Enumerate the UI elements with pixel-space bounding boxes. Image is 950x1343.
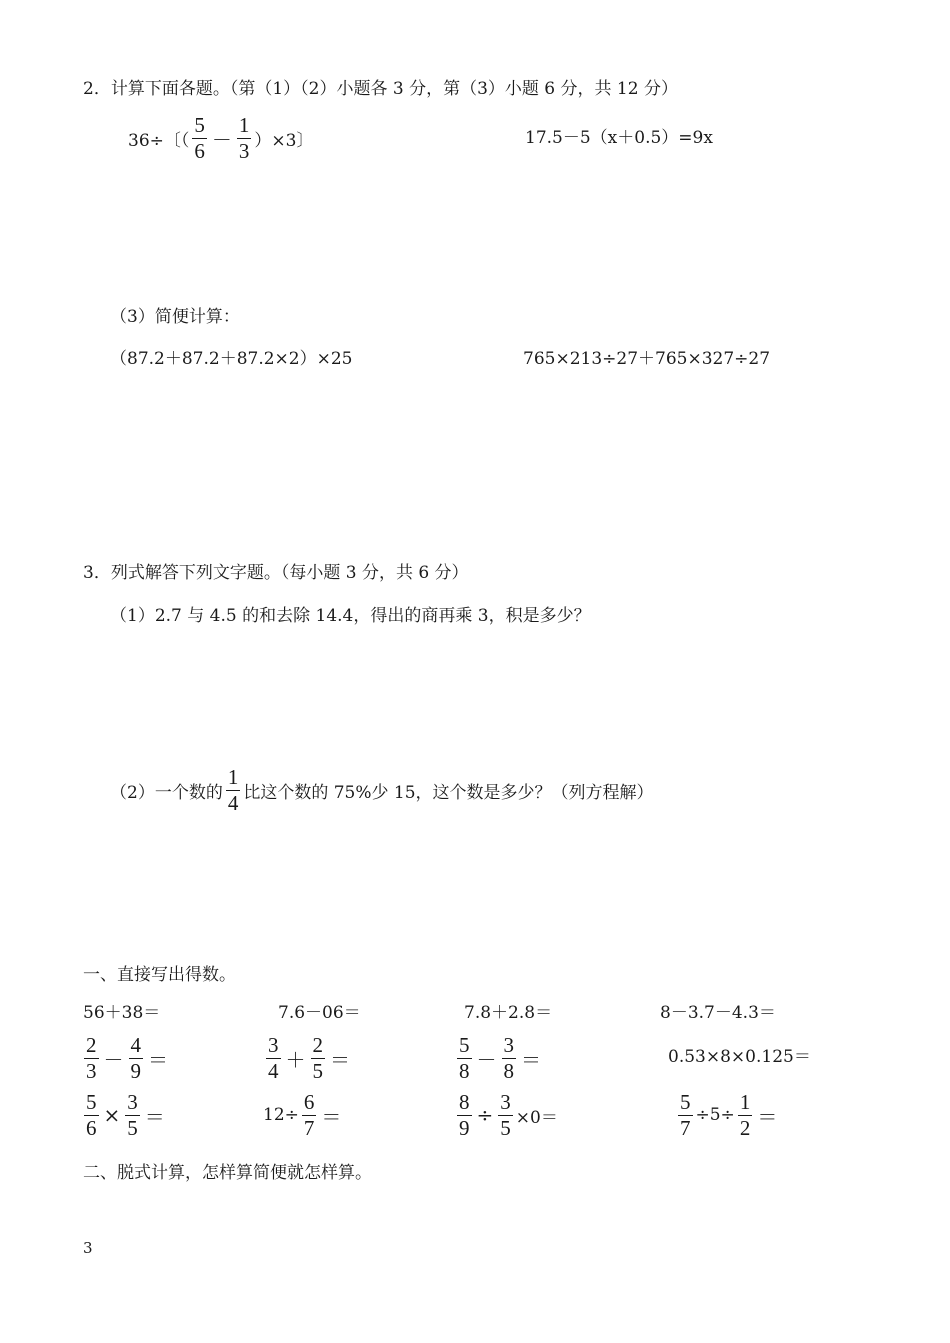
calc-item: $\frac{5}{8}$ － $\frac{3}{8}$ ＝ <box>459 1032 541 1083</box>
fraction: $\frac{3}{5}$ <box>500 1089 511 1140</box>
calc-item: 12÷ $\frac{6}{7}$ ＝ <box>263 1089 342 1140</box>
fraction: $\frac{3}{8}$ <box>503 1032 514 1083</box>
calc-item: 0.53×8×0.125＝ <box>668 1047 811 1067</box>
calc-item: $\frac{5}{6}$ × $\frac{3}{5}$ ＝ <box>86 1089 165 1140</box>
fraction: $\frac{5}{6}$ <box>86 1089 97 1140</box>
fraction: $\frac{3}{5}$ <box>127 1089 138 1140</box>
calc-item: 7.8＋2.8＝ <box>464 1003 553 1023</box>
q3-title: 3．列式解答下列文字题。（每小题 3 分，共 6 分） <box>83 563 469 583</box>
calc-item: $\frac{3}{4}$ ＋ $\frac{2}{5}$ ＝ <box>268 1032 350 1083</box>
fraction: $\frac{1}{4}$ <box>227 764 239 815</box>
fraction: $\frac{3}{4}$ <box>268 1032 279 1083</box>
q3-problem-1: （1）2.7 与 4.5 的和去除 14.4，得出的商再乘 3，积是多少？ <box>110 606 591 626</box>
q2-problem-4: 765×213÷27＋765×327÷27 <box>523 349 771 369</box>
fraction: $\frac{1}{3}$ <box>238 112 250 163</box>
fraction: $\frac{5}{7}$ <box>680 1089 691 1140</box>
calc-item: $\frac{5}{7}$ ÷5÷ $\frac{1}{2}$ ＝ <box>680 1089 778 1140</box>
page-number: 3 <box>83 1239 93 1257</box>
calc-item: $\frac{2}{3}$ － $\frac{4}{9}$ ＝ <box>86 1032 168 1083</box>
fraction: $\frac{6}{7}$ <box>303 1089 315 1140</box>
fraction: $\frac{2}{5}$ <box>312 1032 323 1083</box>
fraction: $\frac{1}{2}$ <box>739 1089 751 1140</box>
q3-problem-2: （2）一个数的 $\frac{1}{4}$ 比这个数的 75%少 15，这个数是多少？（列方程解） <box>110 764 654 815</box>
calc-item: $\frac{8}{9}$ ÷ $\frac{3}{5}$ ×0＝ <box>459 1089 558 1140</box>
fraction: $\frac{8}{9}$ <box>459 1089 470 1140</box>
q2-title: 2．计算下面各题。（第（1）（2）小题各 3 分，第（3）小题 6 分，共 12 分） <box>83 79 678 99</box>
fraction: $\frac{4}{9}$ <box>130 1032 141 1083</box>
sec1-title: 一、直接写出得数。 <box>83 965 236 985</box>
fraction: $\frac{5}{8}$ <box>459 1032 470 1083</box>
sec2-title: 二、脱式计算，怎样算简便就怎样算。 <box>83 1163 372 1183</box>
q2-problem-3: （87.2＋87.2＋87.2×2）×25 <box>110 349 353 369</box>
calc-item: 56＋38＝ <box>83 1003 161 1023</box>
q2-sub3-label: （3）简便计算： <box>110 307 240 327</box>
q2-p1-suffix: ）×3〕 <box>254 130 314 151</box>
q2-p1-prefix: 36÷〔（ <box>128 130 190 151</box>
q2-problem-1: 36÷〔（ $\frac{5}{6}$ － $\frac{1}{3}$ ）×3〕 <box>128 112 314 163</box>
calc-item: 7.6－06＝ <box>278 1003 361 1023</box>
fraction: $\frac{5}{6}$ <box>194 112 205 163</box>
calc-item: 8－3.7－4.3＝ <box>660 1003 776 1023</box>
fraction: $\frac{2}{3}$ <box>86 1032 97 1083</box>
q2-problem-2: 17.5－5（x＋0.5）=9x <box>525 128 713 148</box>
